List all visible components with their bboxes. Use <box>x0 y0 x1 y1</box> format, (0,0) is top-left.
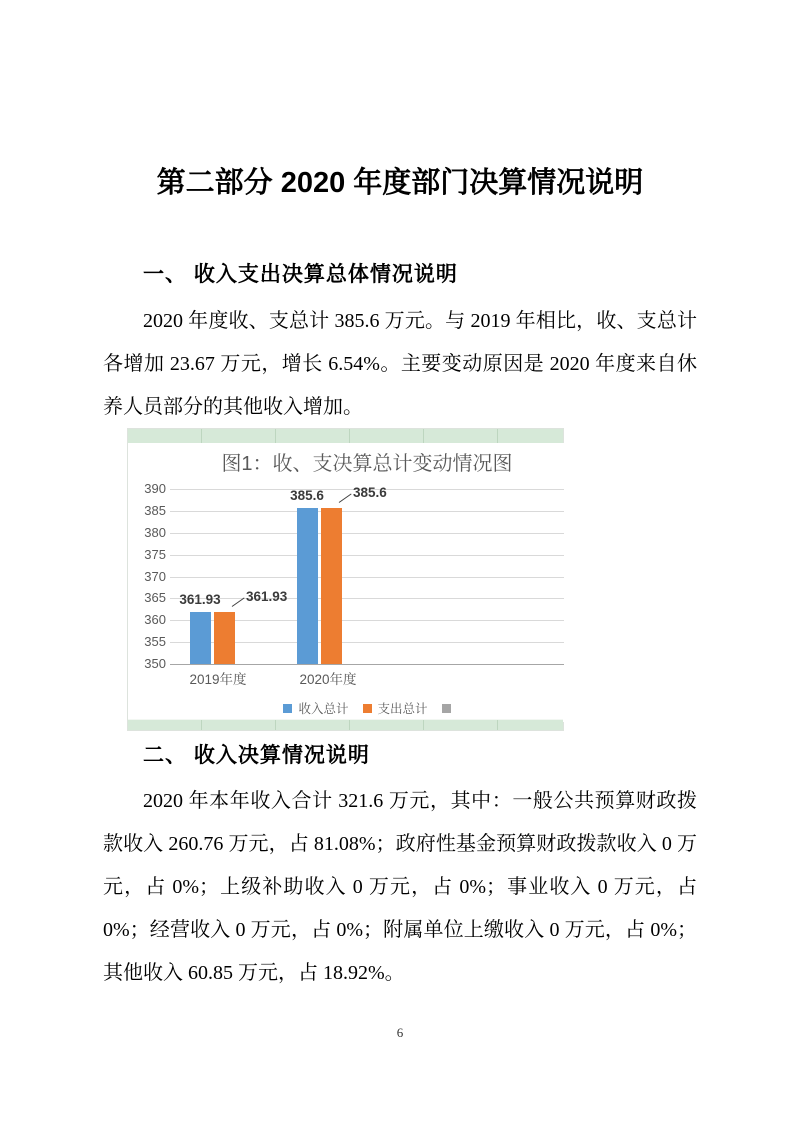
y-axis-tick-label: 365 <box>144 590 166 606</box>
chart-bar-income <box>190 612 211 664</box>
legend-label: 收入总计 <box>298 702 349 716</box>
data-label: 361.93 <box>246 588 288 604</box>
data-label: 385.6 <box>353 485 387 501</box>
page-title: 第二部分 2020 年度部门决算情况说明 <box>156 167 644 199</box>
gridline <box>170 577 564 578</box>
gridline <box>170 555 564 556</box>
y-axis-tick-label: 350 <box>144 656 166 671</box>
chart-area <box>128 443 565 722</box>
gridline <box>170 511 564 512</box>
legend-swatch-icon <box>442 704 451 713</box>
y-axis-tick-label: 385 <box>144 502 166 518</box>
legend-item <box>442 704 451 713</box>
data-label: 361.93 <box>179 591 221 607</box>
x-axis-category-label: 2020年度 <box>299 672 357 687</box>
spreadsheet-row-strip-bottom <box>128 719 563 730</box>
legend-item <box>283 699 348 717</box>
gridline <box>170 664 564 665</box>
legend-label: 支出总计 <box>377 702 428 716</box>
x-axis-category-label: 2019年度 <box>189 672 247 687</box>
chart-bar-expense <box>214 612 235 664</box>
y-axis-tick-label: 390 <box>144 481 166 496</box>
legend-swatch-icon <box>363 704 372 713</box>
chart-bar-income <box>297 508 318 664</box>
chart-bar-expense <box>321 508 342 664</box>
section-1-paragraph: 2020 年度收、支总计 385.6 万元。与 2019 年相比，收、支总计各增加 23.67 万元，增长 6.54%。主要变动原因是 2020 年度来自休养人员部分的其他收入增加。 <box>103 310 697 418</box>
gridline <box>170 533 564 534</box>
chart-legend <box>170 699 564 717</box>
chart-title: 图1：收、支决算总计变动情况图 <box>221 453 513 475</box>
y-axis-tick-label: 370 <box>144 568 166 584</box>
chart-figure <box>127 428 564 731</box>
y-axis-tick-label: 355 <box>144 634 166 650</box>
section-2-heading: 二、 收入决算情况说明 <box>143 744 370 767</box>
section-2-paragraph: 2020 年本年收入合计 321.6 万元，其中：一般公共预算财政拨款收入 260.76 万元，占 81.08%；政府性基金预算财政拨款收入 0 万元，占 0%；上级补助收入 0 万元，占 0%；事业收入 0 万元，占 0%；经营收入 0 万元，占 0%；附属单位上缴收入 0 万元，占 0%；其他收入 60.85 万元，占 18.92%。 <box>103 790 697 984</box>
y-axis-tick-label: 360 <box>144 612 166 628</box>
y-axis-tick-label: 375 <box>144 546 166 562</box>
data-label: 385.6 <box>290 488 324 504</box>
legend-swatch-icon <box>283 704 292 713</box>
legend-item <box>363 699 428 717</box>
y-axis-tick-label: 380 <box>144 524 166 540</box>
page-number: 6 <box>396 1025 404 1040</box>
section-1-heading: 一、 收入支出决算总体情况说明 <box>143 263 458 286</box>
spreadsheet-row-strip-top <box>128 429 563 444</box>
